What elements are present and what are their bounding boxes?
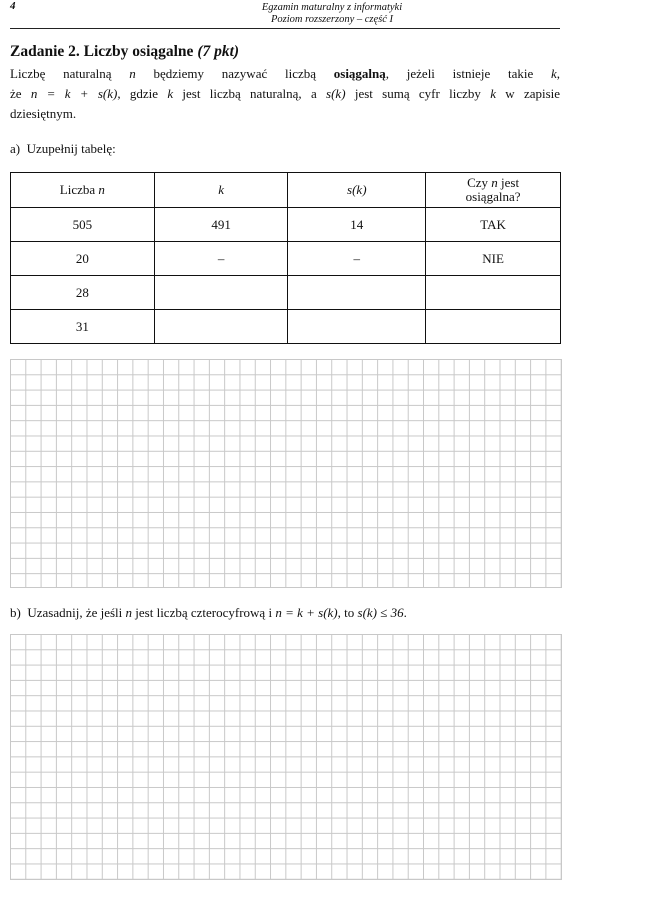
intro-text: jest liczbą naturalną, a bbox=[182, 86, 317, 101]
intro-line-3 bbox=[10, 104, 560, 124]
scratch-grid-part-b[interactable] bbox=[10, 634, 562, 880]
part-b-text: jest liczbą czterocyfrową i bbox=[135, 605, 273, 620]
cell-k-blank[interactable] bbox=[154, 310, 288, 344]
part-b-instruction bbox=[10, 605, 407, 621]
part-b-label: b) bbox=[10, 605, 21, 620]
intro-var-k: k bbox=[550, 66, 557, 81]
intro-text: dziesiętnym. bbox=[10, 106, 77, 121]
intro-text: , gdzie bbox=[117, 86, 159, 101]
task-intro bbox=[10, 64, 560, 124]
table-row bbox=[11, 242, 561, 276]
table-row bbox=[11, 208, 561, 242]
part-b-text: . bbox=[403, 605, 407, 620]
part-b-formula-1: n = k + s(k) bbox=[275, 605, 338, 620]
header-s-k: s(k) bbox=[288, 173, 426, 208]
intro-var-n: n bbox=[129, 66, 136, 81]
intro-text: , bbox=[556, 66, 561, 81]
part-a-text: Uzupełnij tabelę: bbox=[26, 141, 116, 156]
cell-answer: TAK bbox=[426, 208, 561, 242]
table-row bbox=[11, 310, 561, 344]
cell-s-k: 14 bbox=[288, 208, 426, 242]
intro-var-k: k bbox=[167, 86, 174, 101]
intro-line-1 bbox=[10, 64, 560, 84]
intro-formula-sk: s(k) bbox=[326, 86, 346, 101]
intro-text: będziemy nazywać liczbą bbox=[153, 66, 317, 81]
answer-table bbox=[10, 172, 561, 344]
part-b-var-n: n bbox=[125, 605, 133, 620]
cell-n: 31 bbox=[11, 310, 155, 344]
part-b-text: Uzasadnij, że jeśli bbox=[27, 605, 123, 620]
cell-n: 20 bbox=[11, 242, 155, 276]
intro-formula: n = k + s(k) bbox=[30, 86, 118, 101]
table-row bbox=[11, 276, 561, 310]
cell-k: 491 bbox=[154, 208, 288, 242]
exam-header bbox=[0, 2, 664, 26]
cell-answer-blank[interactable] bbox=[426, 310, 561, 344]
cell-s-k-blank[interactable] bbox=[288, 310, 426, 344]
intro-text: że bbox=[10, 86, 22, 101]
header-liczba-n: Liczba n bbox=[11, 173, 155, 208]
cell-n: 505 bbox=[11, 208, 155, 242]
part-b-text: , to bbox=[337, 605, 355, 620]
intro-text: , jeżeli istnieje takie bbox=[385, 66, 534, 81]
header-k: k bbox=[154, 173, 288, 208]
intro-var-k: k bbox=[490, 86, 496, 101]
cell-k-blank[interactable] bbox=[154, 276, 288, 310]
intro-line-2 bbox=[10, 84, 560, 104]
task-points: (7 pkt) bbox=[197, 43, 240, 60]
task-title bbox=[10, 43, 239, 61]
header-divider bbox=[10, 28, 560, 29]
part-b-formula-2: s(k) ≤ 36 bbox=[357, 605, 404, 620]
header-line-2: Poziom rozszerzony – część I bbox=[270, 14, 394, 25]
cell-k: – bbox=[154, 242, 288, 276]
cell-s-k-blank[interactable] bbox=[288, 276, 426, 310]
intro-text: w zapisie bbox=[505, 86, 561, 101]
intro-text: Liczbę naturalną bbox=[10, 66, 112, 81]
part-a-instruction bbox=[10, 141, 116, 157]
part-a-label: a) bbox=[10, 141, 21, 156]
task-title-text: Zadanie 2. Liczby osiągalne bbox=[10, 43, 194, 60]
cell-s-k: – bbox=[288, 242, 426, 276]
header-czy-osiagalna: Czy n jest osiągalna? bbox=[426, 173, 561, 208]
intro-bold-term: osiągalną bbox=[333, 66, 386, 81]
scratch-grid-part-a[interactable] bbox=[10, 359, 562, 588]
page-number: 4 bbox=[10, 0, 16, 12]
header-line-1: Egzamin maturalny z informatyki bbox=[261, 2, 403, 13]
cell-answer: NIE bbox=[426, 242, 561, 276]
cell-answer-blank[interactable] bbox=[426, 276, 561, 310]
cell-n: 28 bbox=[11, 276, 155, 310]
intro-text: jest sumą cyfr liczby bbox=[354, 86, 481, 101]
table-header-row bbox=[11, 173, 561, 208]
